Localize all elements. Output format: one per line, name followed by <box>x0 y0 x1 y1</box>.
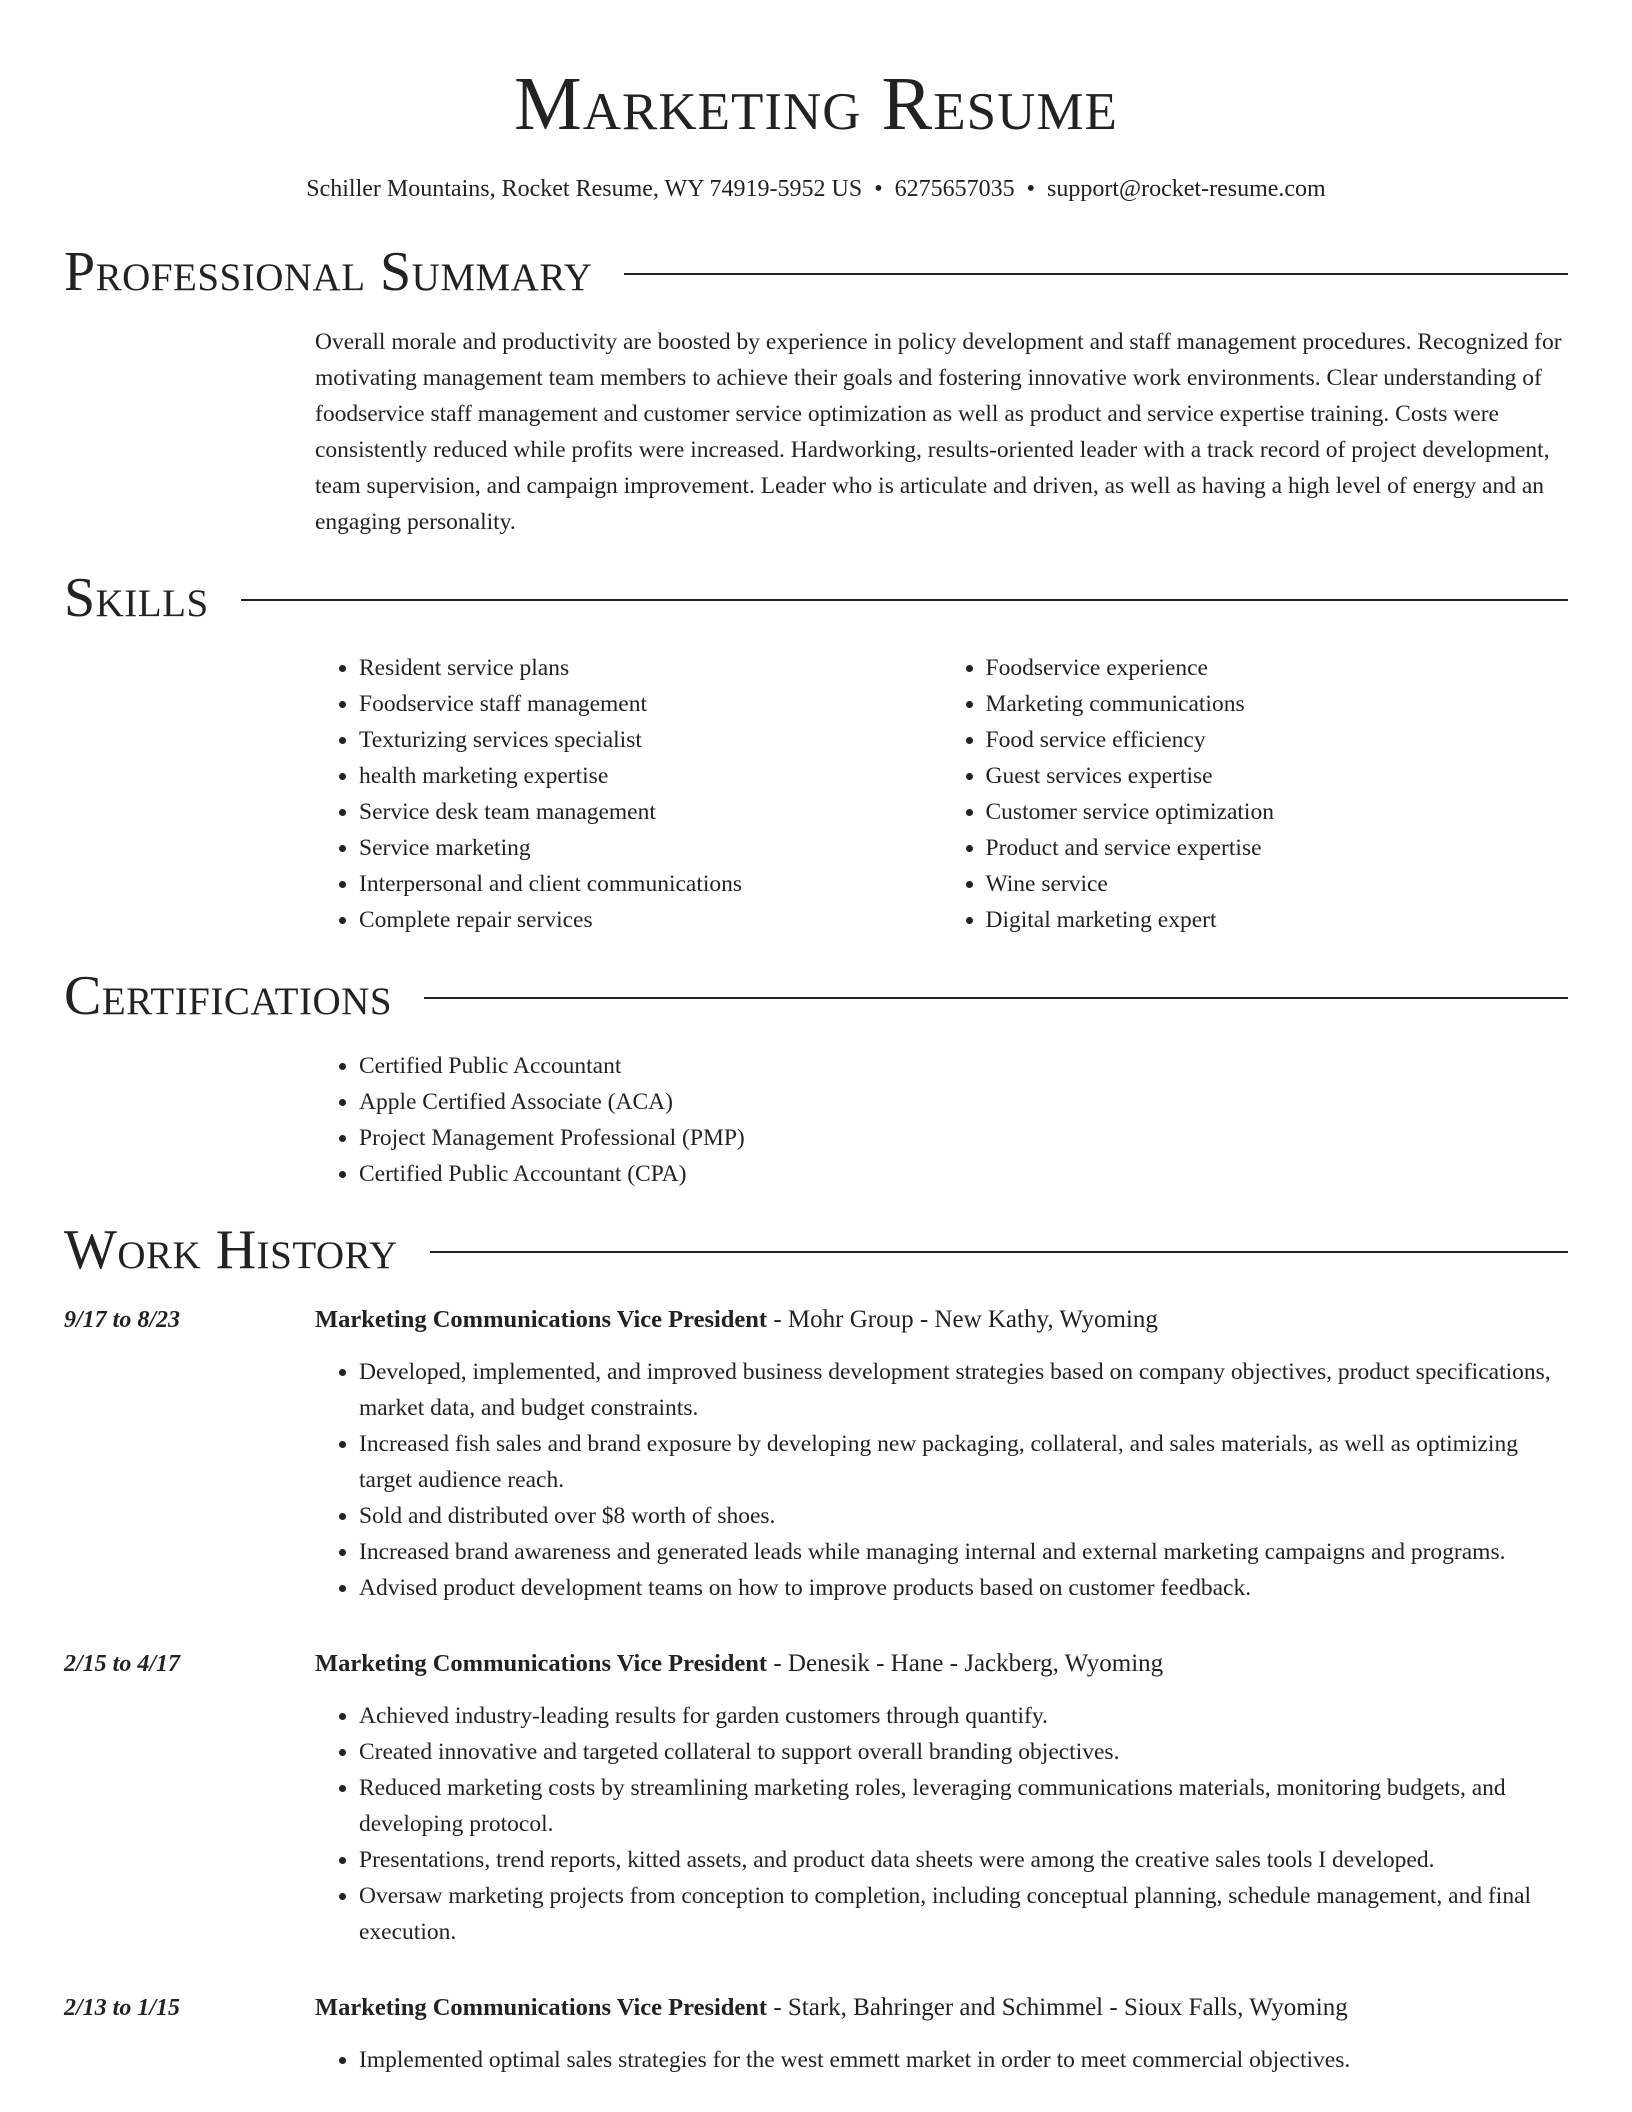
skill-item: • Texturizing services specialist <box>359 722 942 758</box>
job-dates: 2/13 to 1/15 <box>64 1995 181 2021</box>
skill-item: • health marketing expertise <box>359 758 942 794</box>
job-title-line <box>315 1302 1568 1338</box>
job-company: - Mohr Group - New Kathy, Wyoming <box>767 1306 1158 1333</box>
contact-line <box>64 174 1568 204</box>
section-divider <box>424 997 1568 999</box>
skill-item: • Foodservice experience <box>986 650 1569 686</box>
job-bullet: • Presentations, trend reports, kitted assets, and product data sheets were among the creative sales tools I developed. <box>359 1842 1568 1878</box>
certifications-list <box>315 1048 1568 1192</box>
contact-separator: • <box>1026 176 1036 202</box>
job-bullets <box>315 1698 1568 1950</box>
skill-item: • Complete repair services <box>359 902 942 938</box>
job-bullet: • Oversaw marketing projects from conception to completion, including conceptual planning, schedule management, and final execution. <box>359 1878 1568 1950</box>
contact-email[interactable]: support@rocket-resume.com <box>1047 176 1326 202</box>
contact-address: Schiller Mountains, Rocket Resume, WY 74919-5952 US <box>306 176 863 202</box>
job-bullet: • Advised product development teams on how to improve products based on customer feedback. <box>359 1570 1568 1606</box>
skills-section-header <box>64 568 1568 628</box>
skills-list <box>315 650 1568 938</box>
contact-phone: 6275657035 <box>894 176 1015 202</box>
certification-item: • Certified Public Accountant (CPA) <box>359 1156 1568 1192</box>
summary-text: Overall morale and productivity are boosted by experience in policy development and staff management procedures. Recognized for motivating management team members to achieve their goals and fostering innovative work environments. Clear understanding of foodservice staff management and customer service optimization as well as product and service expertise training. Costs were consistently reduced while profits were increased. Hardworking, results-oriented leader with a track record of project development, team supervision, and campaign improvement. Leader who is articulate and driven, as well as having a high level of energy and an engaging personality. <box>315 329 1562 535</box>
work-section-header <box>64 1220 1568 1280</box>
job-bullet: • Reduced marketing costs by streamlining marketing roles, leveraging communications materials, monitoring budgets, and developing protocol. <box>359 1770 1568 1842</box>
summary-section-header <box>64 242 1568 302</box>
section-divider <box>241 599 1568 601</box>
skill-item: • Digital marketing expert <box>986 902 1569 938</box>
job-bullet: • Developed, implemented, and improved business development strategies based on company objectives, product specifications, market data, and budget constraints. <box>359 1354 1568 1426</box>
resume-title: Marketing Resume <box>514 62 1118 146</box>
certification-item: • Project Management Professional (PMP) <box>359 1120 1568 1156</box>
skill-item: • Product and service expertise <box>986 830 1569 866</box>
job-bullet: • Created innovative and targeted collateral to support overall branding objectives. <box>359 1734 1568 1770</box>
job-bullets <box>315 1354 1568 1606</box>
job-bullet: • Increased fish sales and brand exposure by developing new packaging, collateral, and sales materials, as well as optimizing target audience reach. <box>359 1426 1568 1498</box>
job-body <box>315 1990 1568 2102</box>
job-title-line <box>315 1646 1568 1682</box>
section-divider <box>624 273 1568 275</box>
job-company: - Stark, Bahringer and Schimmel - Sioux Falls, Wyoming <box>767 1994 1348 2021</box>
skills-column-right <box>942 650 1569 938</box>
job-body <box>315 1302 1568 1630</box>
job-bullets <box>315 2042 1568 2078</box>
skill-item: • Interpersonal and client communications <box>359 866 942 902</box>
skill-item: • Service desk team management <box>359 794 942 830</box>
skill-item: • Resident service plans <box>359 650 942 686</box>
job-title: Marketing Communications Vice President <box>315 1306 768 1333</box>
job-entry <box>64 1990 1568 2102</box>
job-title: Marketing Communications Vice President <box>315 1650 768 1677</box>
skill-item: • Service marketing <box>359 830 942 866</box>
contact-separator: • <box>874 176 883 202</box>
job-bullet: • Sold and distributed over $8 worth of shoes. <box>359 1498 1568 1534</box>
summary-heading: Professional Summary <box>64 241 593 303</box>
certifications-heading: Certifications <box>64 965 393 1027</box>
skills-heading: Skills <box>64 567 209 629</box>
job-bullet: • Implemented optimal sales strategies for the west emmett market in order to meet commercial objectives. <box>359 2042 1568 2078</box>
job-entry <box>64 1302 1568 1630</box>
job-entry <box>64 1646 1568 1974</box>
certification-item: • Certified Public Accountant <box>359 1048 1568 1084</box>
skill-item: • Foodservice staff management <box>359 686 942 722</box>
job-bullet: • Achieved industry-leading results for garden customers through quantify. <box>359 1698 1568 1734</box>
skills-column-left <box>315 650 942 938</box>
certifications-section-header <box>64 966 1568 1026</box>
job-bullet: • Increased brand awareness and generated leads while managing internal and external marketing campaigns and programs. <box>359 1534 1568 1570</box>
job-body <box>315 1646 1568 1974</box>
section-divider <box>430 1251 1568 1253</box>
job-dates: 9/17 to 8/23 <box>64 1307 181 1333</box>
work-heading: Work History <box>64 1219 398 1281</box>
certifications-items <box>315 1048 1568 1192</box>
job-dates: 2/15 to 4/17 <box>64 1651 181 1677</box>
job-title-line <box>315 1990 1568 2026</box>
job-title: Marketing Communications Vice President <box>315 1994 768 2021</box>
skill-item: • Guest services expertise <box>986 758 1569 794</box>
job-company: - Denesik - Hane - Jackberg, Wyoming <box>767 1650 1164 1677</box>
skill-item: • Marketing communications <box>986 686 1569 722</box>
certification-item: • Apple Certified Associate (ACA) <box>359 1084 1568 1120</box>
skill-item: • Food service efficiency <box>986 722 1569 758</box>
skill-item: • Customer service optimization <box>986 794 1569 830</box>
skill-item: • Wine service <box>986 866 1569 902</box>
